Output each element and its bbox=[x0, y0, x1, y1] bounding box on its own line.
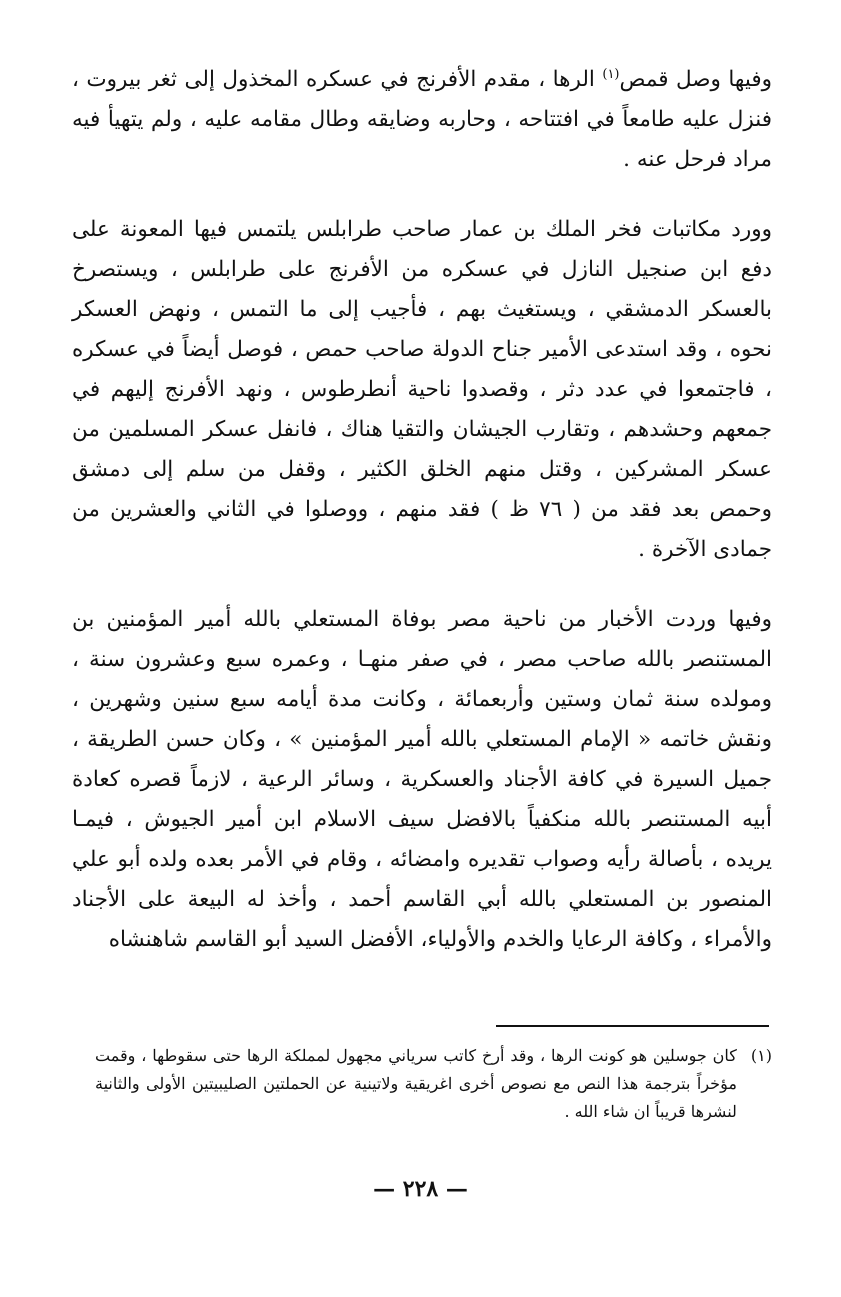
footnote-text: كان جوسلين هو كونت الرها ، وقد أرخ كاتب سرياني مجهول لمملكة الرها حتى سقوطها ، وقمت مؤخراً بترجمة هذا النص مع نصوص أخرى اغريقية ولاتينية عن الحملتين الصليبيتين الأولى والثانية لنشرها قريباً ان شاء الله . bbox=[95, 1046, 737, 1121]
paragraph-1 bbox=[72, 60, 772, 180]
footnote-marker: (١) bbox=[602, 66, 620, 82]
paragraph-3: وفيها وردت الأخبار من ناحية مصر بوفاة المستعلي بالله أمير المؤمنين بن المستنصر بالله صاحب مصر ، في صفر منهـا ، وعمره سبع وعشرون سنة ، ومولده سنة ثمان وستين وأربعمائة ، وكانت مدة أيامه سبع سنين وشهرين ، ونقش خاتمه « الإمام المستعلي بالله أمير المؤمنين » ، وكان حسن الطريقة ، جميل السيرة في كافة الأجناد والعسكرية ، وسائر الرعية ، لازماً قصره كعادة أبيه المستنصر بالله منكفياً بالافضل سيف الاسلام ابن أمير الجيوش ، فيمـا يريده ، بأصالة رأيه وصواب تقديره وامضائه ، وقام في الأمر بعده ولده أبو علي المنصور بن المستعلي بالله أبي القاسم أحمد ، وأخذ له البيعة على الأجناد والأمراء ، وكافة الرعايا والخدم والأولياء، الأفضل السيد أبو القاسم شاهنشاه bbox=[72, 607, 772, 952]
paragraph-2: وورد مكاتبات فخر الملك بن عمار صاحب طرابلس يلتمس فيها المعونة على دفع ابن صنجيل النازل في عسكره من الأفرنج على طرابلس ، ويستصرخ بالعسكر الدمشقي ، ويستغيث بهم ، فأجيب إلى ما التمس ، ونهض العسكر نحوه ، وقد استدعى الأمير جناح الدولة صاحب حمص ، فوصل أيضاً في عسكره ، فاجتمعوا في عدد دثر ، وقصدوا ناحية أنطرطوس ، ونهد الأفرنج إليهم في جمعهم وحشدهم ، وتقارب الجيشان والتقيا هناك ، فانفل عسكر المسلمين من عسكر المشركين ، وقتل منهم الخلق الكثير ، وقفل من سلم إلى دمشق وحمص بعد فقد من ( ٧٦ ظ ) فقد منهم ، ووصلوا في الثاني والعشرين من جمادى الآخرة . bbox=[72, 217, 773, 562]
paragraph-1-continuation: الرها ، مقدم الأفرنج في عسكره المخذول إلى ثغر بيروت ، فنزل عليه طامعاً في افتتاحه ، وحاربه وضايقه وطال مقامه عليه ، ولم يتهيأ فيه مراد فرحل عنه . bbox=[72, 67, 772, 172]
footnote-divider bbox=[496, 1025, 769, 1027]
page-number: — ٢٢٨ — bbox=[373, 1176, 468, 1202]
footnote-number: (١) bbox=[750, 1046, 772, 1065]
page-body bbox=[72, 60, 772, 960]
footnote bbox=[95, 1042, 772, 1126]
paragraph-1-opening: وفيها وصل قمص bbox=[619, 67, 772, 92]
